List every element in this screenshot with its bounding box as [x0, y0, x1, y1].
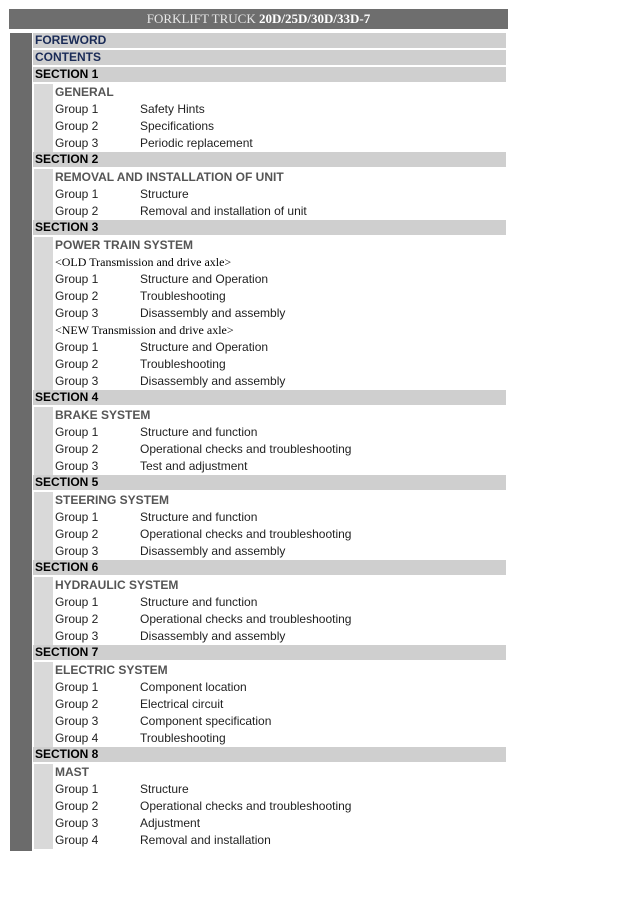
- group-link[interactable]: Safety Hints: [140, 102, 205, 116]
- foreword-link[interactable]: FOREWORD: [33, 33, 506, 48]
- section-header[interactable]: SECTION 3: [33, 220, 506, 235]
- group-link[interactable]: Structure: [140, 782, 189, 796]
- group-row: [55, 730, 506, 747]
- group-row: [55, 424, 506, 441]
- section-indent-strip: [34, 84, 53, 152]
- group-row: [55, 679, 506, 696]
- section-title[interactable]: REMOVAL AND INSTALLATION OF UNIT: [55, 170, 284, 184]
- group-number: Group 4: [55, 833, 99, 847]
- group-row: [55, 611, 506, 628]
- group-number: Group 3: [55, 459, 99, 473]
- section-block: [33, 237, 506, 390]
- section-header[interactable]: SECTION 5: [33, 475, 506, 490]
- section-block: [33, 84, 506, 152]
- group-row: [55, 203, 506, 220]
- group-link[interactable]: Structure: [140, 187, 189, 201]
- group-link[interactable]: Structure and Operation: [140, 272, 269, 286]
- group-row: [55, 628, 506, 645]
- group-number: Group 1: [55, 680, 99, 694]
- contents-link[interactable]: CONTENTS: [33, 50, 506, 65]
- title-models: 20D/25D/30D/33D-7: [259, 11, 371, 26]
- section-block: [33, 169, 506, 220]
- group-row: [55, 458, 506, 475]
- group-number: Group 1: [55, 595, 99, 609]
- section-block: [33, 407, 506, 475]
- group-number: Group 2: [55, 442, 99, 456]
- subsection-label: <OLD Transmission and drive axle>: [55, 255, 232, 269]
- group-row: [55, 373, 506, 390]
- group-row: [55, 781, 506, 798]
- group-row: [55, 135, 506, 152]
- section-title[interactable]: BRAKE SYSTEM: [55, 408, 151, 422]
- group-number: Group 1: [55, 425, 99, 439]
- group-number: Group 2: [55, 204, 99, 218]
- group-link[interactable]: Test and adjustment: [140, 459, 248, 473]
- group-link[interactable]: Electrical circuit: [140, 697, 224, 711]
- section-header[interactable]: SECTION 2: [33, 152, 506, 167]
- group-number: Group 1: [55, 510, 99, 524]
- section-indent-strip: [34, 577, 53, 645]
- group-link[interactable]: Disassembly and assembly: [140, 544, 286, 558]
- group-number: Group 2: [55, 697, 99, 711]
- group-number: Group 3: [55, 374, 99, 388]
- group-link[interactable]: Specifications: [140, 119, 215, 133]
- section-indent-strip: [34, 662, 53, 747]
- group-row: [55, 832, 506, 849]
- left-sidebar: [10, 33, 32, 851]
- subsection-label: <NEW Transmission and drive axle>: [55, 323, 234, 337]
- group-link[interactable]: Disassembly and assembly: [140, 629, 286, 643]
- group-link[interactable]: Structure and function: [140, 510, 258, 524]
- section-block: [33, 662, 506, 747]
- group-link[interactable]: Troubleshooting: [140, 357, 226, 371]
- section-block: [33, 764, 506, 849]
- group-number: Group 2: [55, 799, 99, 813]
- group-number: Group 1: [55, 187, 99, 201]
- section-block: [33, 492, 506, 560]
- group-number: Group 1: [55, 782, 99, 796]
- group-link[interactable]: Operational checks and troubleshooting: [140, 527, 352, 541]
- group-row: [55, 509, 506, 526]
- group-link[interactable]: Troubleshooting: [140, 731, 226, 745]
- group-row: [55, 594, 506, 611]
- group-link[interactable]: Component location: [140, 680, 247, 694]
- section-indent-strip: [34, 764, 53, 849]
- group-number: Group 1: [55, 272, 99, 286]
- group-number: Group 2: [55, 119, 99, 133]
- group-row: [55, 356, 506, 373]
- group-number: Group 2: [55, 527, 99, 541]
- section-title[interactable]: MAST: [55, 765, 89, 779]
- group-row: [55, 288, 506, 305]
- group-link[interactable]: Troubleshooting: [140, 289, 226, 303]
- group-number: Group 4: [55, 731, 99, 745]
- section-block: [33, 577, 506, 645]
- title-prefix: FORKLIFT TRUCK: [146, 11, 259, 26]
- section-header[interactable]: SECTION 8: [33, 747, 506, 762]
- group-link[interactable]: Disassembly and assembly: [140, 374, 286, 388]
- group-link[interactable]: Operational checks and troubleshooting: [140, 442, 352, 456]
- group-row: [55, 101, 506, 118]
- group-link[interactable]: Removal and installation of unit: [140, 204, 307, 218]
- group-link[interactable]: Structure and function: [140, 595, 258, 609]
- section-indent-strip: [34, 407, 53, 475]
- group-row: [55, 339, 506, 356]
- group-link[interactable]: Operational checks and troubleshooting: [140, 799, 352, 813]
- group-row: [55, 543, 506, 560]
- group-row: [55, 713, 506, 730]
- group-row: [55, 441, 506, 458]
- group-link[interactable]: Structure and function: [140, 425, 258, 439]
- section-title[interactable]: STEERING SYSTEM: [55, 493, 170, 507]
- group-link[interactable]: Structure and Operation: [140, 340, 269, 354]
- group-number: Group 2: [55, 357, 99, 371]
- table-of-contents: [33, 33, 506, 849]
- group-number: Group 2: [55, 612, 99, 626]
- group-link[interactable]: Operational checks and troubleshooting: [140, 612, 352, 626]
- group-number: Group 3: [55, 629, 99, 643]
- section-header[interactable]: SECTION 1: [33, 67, 506, 82]
- group-link[interactable]: Periodic replacement: [140, 136, 253, 150]
- group-link[interactable]: Removal and installation: [140, 833, 271, 847]
- section-title[interactable]: GENERAL: [55, 85, 114, 99]
- section-title[interactable]: POWER TRAIN SYSTEM: [55, 238, 194, 252]
- section-header[interactable]: SECTION 4: [33, 390, 506, 405]
- section-indent-strip: [34, 169, 53, 220]
- group-link[interactable]: Disassembly and assembly: [140, 306, 286, 320]
- section-header[interactable]: SECTION 6: [33, 560, 506, 575]
- group-number: Group 3: [55, 544, 99, 558]
- group-number: Group 3: [55, 714, 99, 728]
- group-number: Group 3: [55, 306, 99, 320]
- document-title: [9, 9, 508, 29]
- group-row: [55, 305, 506, 322]
- group-link[interactable]: Component specification: [140, 714, 272, 728]
- group-row: [55, 526, 506, 543]
- group-number: Group 1: [55, 340, 99, 354]
- group-number: Group 1: [55, 102, 99, 116]
- group-number: Group 3: [55, 136, 99, 150]
- group-row: [55, 815, 506, 832]
- group-number: Group 3: [55, 816, 99, 830]
- group-row: [55, 798, 506, 815]
- group-link[interactable]: Adjustment: [140, 816, 201, 830]
- section-title[interactable]: HYDRAULIC SYSTEM: [55, 578, 179, 592]
- group-row: [55, 271, 506, 288]
- section-header[interactable]: SECTION 7: [33, 645, 506, 660]
- group-row: [55, 696, 506, 713]
- section-title[interactable]: ELECTRIC SYSTEM: [55, 663, 168, 677]
- section-indent-strip: [34, 492, 53, 560]
- section-indent-strip: [34, 237, 53, 390]
- group-number: Group 2: [55, 289, 99, 303]
- group-row: [55, 186, 506, 203]
- group-row: [55, 118, 506, 135]
